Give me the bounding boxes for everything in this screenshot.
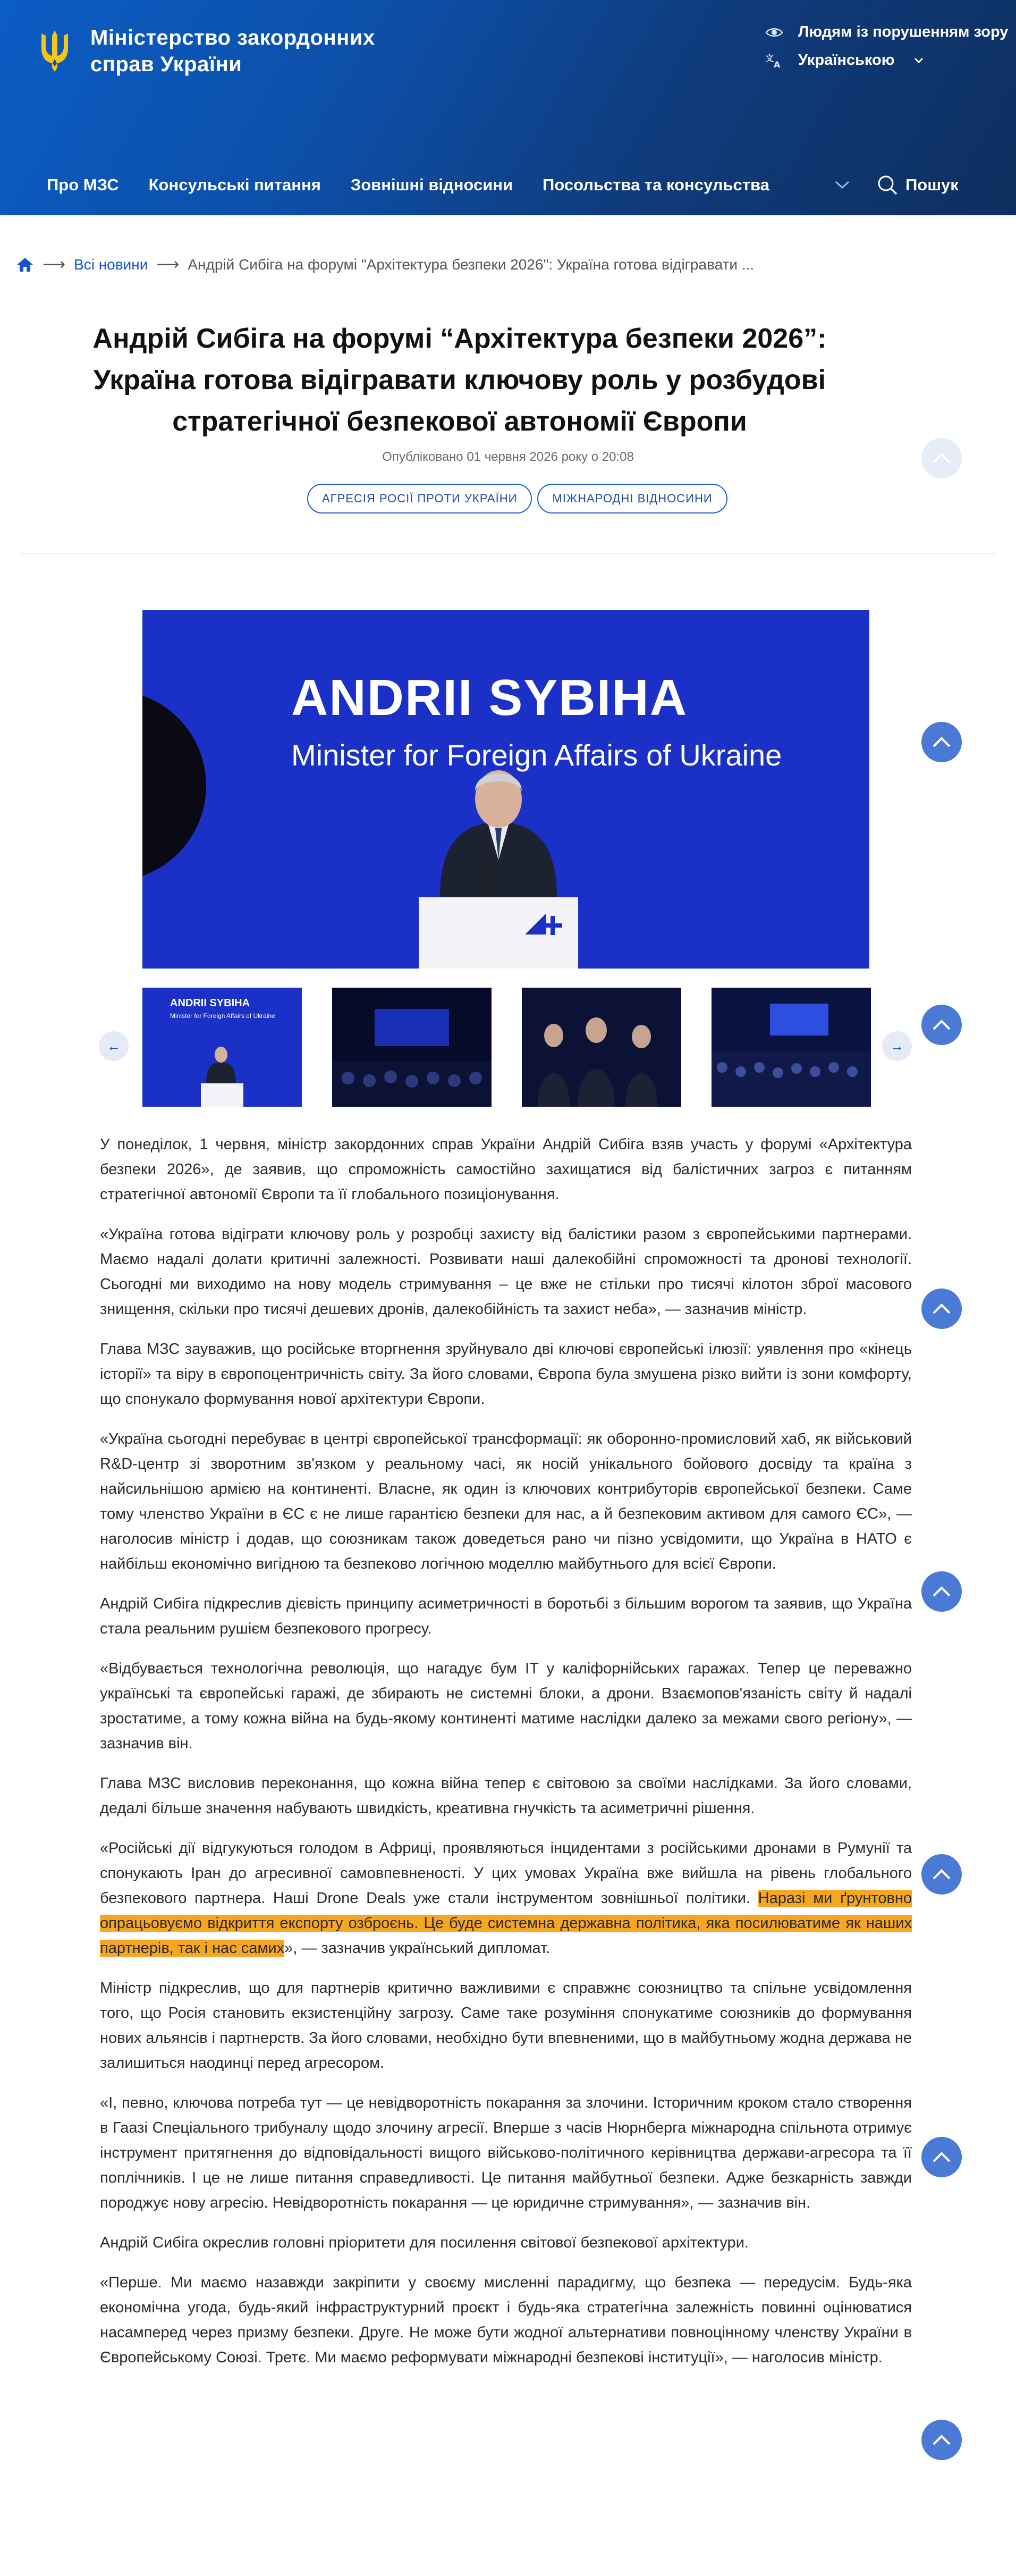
trident-icon bbox=[38, 28, 71, 74]
scroll-top-button[interactable] bbox=[921, 1005, 962, 1045]
article-paragraph: «Україна готова відіграти ключову роль у розробці захисту від балістики разом з європейськими партнерами. Маємо надалі долати критичні залежності. Розвивати наші далекобійні спроможності та дронові технології. Сьогодні ми виходимо на нову модель стримування – це вже не стільки про тисячі кілотон зброї масового знищення, скільки про тисячі дешевих дронів, далекобійність та захист неба», — зазначив міністр. bbox=[100, 1226, 912, 1318]
thumbnail-photo bbox=[712, 988, 871, 1107]
arrow-up-icon bbox=[932, 2434, 951, 2446]
speaker-photo bbox=[142, 610, 869, 969]
translate-icon bbox=[765, 53, 783, 69]
scroll-top-button[interactable] bbox=[921, 2420, 962, 2460]
highlighted-text: Наразі ми ґрунтовно опрацьовуємо відкриття експорту озброєнь. Це буде системна державна політика, яка посилюватиме як наших партнерів, так і нас самих bbox=[100, 1890, 912, 1957]
gallery-thumbnail[interactable] bbox=[522, 988, 681, 1107]
gallery-thumbnail[interactable] bbox=[142, 988, 302, 1107]
ministry-name-line2: справ України bbox=[90, 53, 242, 76]
article-paragraph: Андрій Сибіга підкреслив дієвість принципу асиметричності в боротьбі з більшим ворогом та заявив, що Україна стала реальним рушієм безпекового прогресу. bbox=[100, 1595, 912, 1637]
search-icon[interactable] bbox=[877, 174, 898, 196]
arrow-up-icon bbox=[932, 2151, 951, 2163]
arrow-up-icon bbox=[932, 1586, 951, 1597]
article-paragraph bbox=[100, 1836, 912, 1961]
ministry-name bbox=[90, 24, 375, 78]
language-label: Українською bbox=[798, 52, 895, 69]
arrow-up-icon bbox=[932, 1019, 951, 1031]
divider bbox=[21, 553, 995, 554]
language-select[interactable] bbox=[765, 52, 1008, 69]
article-paragraph: «Перше. Ми маємо назавжди закріпити у своєму мисленні парадигму, що безпека — передусім. Будь-яка економічна угода, будь-який інфраструктурний проєкт і будь-яка стратегічна залежність повинні оцінюватися насамперед через призму безпеки. Друге. Не може бути жодної альтернативи повноцінному членству України в Європейському Союзі. Третє. Ми маємо реформувати міжнародні безпекові інституції», — наголосив міністр. bbox=[100, 2274, 912, 2366]
search-button[interactable]: Пошук bbox=[905, 175, 959, 194]
gallery-thumbnail[interactable] bbox=[332, 988, 492, 1107]
home-icon[interactable] bbox=[16, 257, 34, 273]
arrow-up-icon bbox=[932, 452, 951, 464]
scroll-top-button[interactable] bbox=[921, 438, 962, 478]
nav-item-about[interactable]: Про МЗС bbox=[47, 175, 119, 194]
breadcrumb-separator: ⟶ bbox=[156, 256, 180, 273]
nav-item-embassies[interactable]: Посольства та консульства bbox=[543, 175, 769, 194]
site-header bbox=[0, 0, 1016, 215]
breadcrumb-separator: ⟶ bbox=[43, 256, 66, 273]
article-paragraph: «І, певно, ключова потреба тут — це невідворотність покарання за злочини. Історичним кроком стало створення в Гаазі Спеціального трибуналу щодо злочину агресії. Вперше з часів Нюрнберга міжнародна спільнота отримує інструмент притягнення до відповідальності вищого військово-політичного керівництва держави-агресора та її поплічників. І це не лише питання справедливості. Це питання майбутньої безпеки. Адже безкарність завжди породжує нову агресію. Невідворотність покарання — це юридичне стримування», — зазначив він. bbox=[100, 2094, 912, 2211]
breadcrumb-all-news[interactable]: Всі новини bbox=[74, 256, 148, 273]
article-paragraph: «Відбувається технологічна революція, що нагадує бум IT у каліфорнійських гаражах. Тепер це переважно українські та європейські гаражі, де збирають не системні блоки, а дрони. Взаємопов'язаність світу й надалі зростатиме, а тому кожна війна на будь-якому континенті матиме наслідки далеко за межами свого регіону», — зазначив він. bbox=[100, 1660, 912, 1752]
tag-russian-aggression[interactable]: АГРЕСІЯ РОСІЇ ПРОТИ УКРАЇНИ bbox=[307, 484, 532, 513]
article-paragraph: Міністр підкреслив, що для партнерів критично важливими є справжнє союзництво та спільне усвідомлення того, що Росія становить екзистенційну загрозу. Саме таке розуміння спонукатиме союзників до формування нових альянсів і партнерств. За його словами, необхідно бути впевненими, що в майбутньому жодна держава не залишиться наодинці перед агресором. bbox=[100, 1980, 912, 2072]
breadcrumb-current: Андрій Сибіга на форумі "Архітектура безпеки 2026": Україна готова відігравати ... bbox=[188, 256, 755, 273]
article-paragraph: Глава МЗС зауважив, що російське вторгнення зруйнувало дві ключові європейські ілюзії: уявлення про «кінець історії» та віру в європоцентричність світу. За його словами, Європа була змушена різко вийти із зони комфорту, що спонукало формування нової архітектури Європи. bbox=[100, 1341, 912, 1408]
main-photo[interactable] bbox=[142, 610, 869, 969]
paragraph-text: «Російські дії відгукуються голодом в Африці, проявляються інцидентами з російськими дронами в Румунії та спонукають Іран до агресивної самовпевненості. У цих умовах Україна вже вийшла на рівень глобального безпекового партнера. Наші Drone Deals уже стали інструментом зовнішньої політики. bbox=[100, 1840, 912, 1907]
article-paragraph: У понеділок, 1 червня, міністр закордонних справ України Андрій Сибіга взяв участь у форумі «Архітектура безпеки 2026», де заявив, що спроможність самостійно захищатися від балістичних загроз є питанням стратегічної автономії Європи та її глобального позиціонування. bbox=[100, 1136, 912, 1203]
main-nav bbox=[47, 175, 799, 195]
scroll-top-button[interactable] bbox=[921, 1571, 962, 1612]
tag-list bbox=[307, 484, 733, 513]
scroll-top-button[interactable] bbox=[921, 2137, 962, 2177]
header-tools bbox=[765, 23, 1008, 80]
thumbnail-caption-name: ANDRII SYBIHA bbox=[170, 997, 250, 1009]
article-paragraph: Андрій Сибіга окреслив головні пріоритети для посилення світової безпекової архітектури. bbox=[100, 2234, 749, 2251]
arrow-up-icon bbox=[932, 1868, 951, 1880]
page-title: Андрій Сибіга на форумі “Архітектура безпеки 2026”: Україна готова відігравати ключову роль у розбудові стратегічної безпекової автономії Європи bbox=[92, 323, 827, 437]
logo[interactable] bbox=[38, 24, 375, 78]
photo-caption-role: Minister for Foreign Affairs of Ukraine bbox=[291, 738, 782, 772]
tag-international-relations[interactable]: МІЖНАРОДНІ ВІДНОСИНИ bbox=[537, 484, 727, 513]
arrow-up-icon bbox=[932, 1303, 951, 1315]
scroll-top-button[interactable] bbox=[921, 722, 962, 762]
ministry-name-line1: Міністерство закордонних bbox=[90, 26, 375, 49]
gallery-thumbnail[interactable] bbox=[712, 988, 871, 1107]
arrow-left-icon: ← bbox=[107, 1038, 121, 1054]
accessibility-link[interactable] bbox=[765, 23, 1008, 41]
arrow-up-icon bbox=[932, 736, 951, 748]
eye-icon bbox=[765, 26, 783, 39]
thumbnail-photo bbox=[332, 988, 492, 1107]
svg-text:A: A bbox=[774, 59, 781, 69]
arrow-right-icon: → bbox=[890, 1038, 904, 1054]
thumbnail-caption-role: Minister for Foreign Affairs of Ukraine bbox=[170, 1012, 275, 1020]
scroll-top-button[interactable] bbox=[921, 1289, 962, 1329]
publish-date: Опубліковано 01 червня 2026 року о 20:08 bbox=[382, 450, 634, 464]
photo-caption-name: ANDRII SYBIHA bbox=[291, 669, 688, 726]
thumbnail-photo bbox=[522, 988, 681, 1107]
article-body bbox=[100, 1132, 912, 2385]
svg-text:文: 文 bbox=[765, 53, 774, 63]
scroll-top-button[interactable] bbox=[921, 1854, 962, 1895]
nav-item-foreign-relations[interactable]: Зовнішні відносини bbox=[350, 175, 513, 194]
article-paragraph: «Україна сьогодні перебуває в центрі європейської трансформації: як оборонно-промисловий хаб, як військовий R&D-центр зі зворотним зв'язком у реальному часі, як носій унікального бойового досвіду та країна з найсильнішою армією на континенті. Власне, як один із ключових контрибуторів європейської безпеки. Саме тому членство України в ЄС є не лише гарантією безпеки для нас, а й безпековим активом для самого ЄС», — наголосив міністр і додав, що союзникам також доведеться рано чи пізно усвідомити, що Україна в НАТО є найбільш економічно вигідною та безпеково логічною моделлю майбутнього для всієї Європи. bbox=[100, 1430, 912, 1572]
gallery-prev-button[interactable] bbox=[99, 1031, 129, 1061]
chevron-down-icon bbox=[914, 57, 924, 64]
nav-item-consular[interactable]: Консульські питання bbox=[148, 175, 321, 194]
paragraph-text: », — зазначив український дипломат. bbox=[284, 1940, 551, 1957]
article-paragraph: Глава МЗС висловив переконання, що кожна війна тепер є світовою за своїми наслідками. За його словами, дедалі більше значення набувають швидкість, креативна гнучкість та асиметричні рішення. bbox=[100, 1775, 912, 1817]
breadcrumb bbox=[16, 255, 754, 274]
chevron-down-icon[interactable] bbox=[834, 180, 850, 190]
gallery-thumbnails bbox=[142, 988, 901, 1107]
nav-tools bbox=[834, 174, 959, 196]
accessibility-label: Людям із порушенням зору bbox=[798, 23, 1009, 40]
